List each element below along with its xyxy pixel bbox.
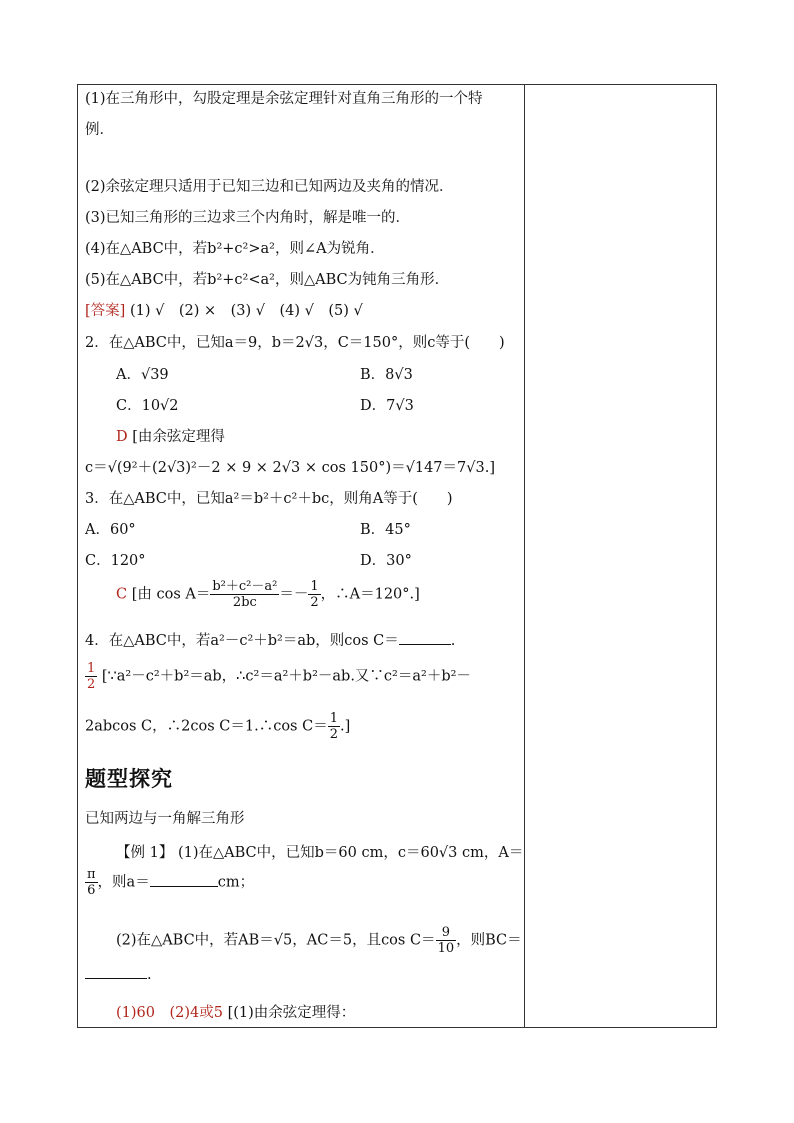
q4-line2-fraction: [328, 711, 340, 742]
q2-option-b: B．8√3: [360, 367, 413, 383]
column-divider: [524, 85, 525, 1027]
q2-answer-row: [116, 425, 225, 446]
answer-text: (1) √ (2) × (3) √ (4) √ (5) √: [129, 303, 363, 319]
q3-option-c: C．120°: [85, 553, 146, 569]
item-5: (5)在△ABC中，若b²+c²<a²，则△ABC为钝角三角形．: [85, 272, 450, 288]
q4-answer-den: 2: [87, 677, 96, 692]
example1-line2: [85, 867, 254, 898]
q3-sol-pre: [由 cos A＝: [131, 586, 211, 603]
q2-note: [由余弦定理得: [132, 429, 225, 445]
q2-answer: D: [116, 429, 128, 445]
item-1-cont: 例．: [85, 122, 114, 138]
q3-half-den: 2: [310, 595, 319, 610]
example1-label: 【例 1】: [116, 845, 174, 861]
example1-note: [(1)由余弦定理得：: [227, 1005, 356, 1021]
q4-answer: [85, 661, 97, 692]
q4-line2-num: 1: [329, 711, 338, 726]
example1-blank-row: .: [85, 967, 152, 983]
example1-pi-fraction: [85, 867, 98, 898]
section-subheading: 已知两边与一角解三角形: [85, 811, 245, 827]
example1-cos-num: 9: [436, 925, 457, 941]
example1-line1: [116, 841, 523, 862]
q3-frac-num: b²＋c²－a²: [212, 579, 278, 594]
q4-solution-2: [85, 711, 350, 742]
q3-solution: [116, 579, 420, 610]
q4-answer-num: 1: [87, 661, 96, 676]
q3-answer: C: [116, 586, 128, 603]
q4-stem-row: 4．在△ABC中，若a²－c²＋b²＝ab，则cos C＝ .: [85, 633, 456, 649]
example1-pi-num: π: [87, 867, 96, 882]
section-heading: 题型探究: [85, 767, 173, 791]
answer-label: [答案]: [85, 303, 126, 319]
answer-row: [85, 299, 363, 320]
item-1: (1)在三角形中，勾股定理是余弦定理针对直角三角形的一个特: [85, 91, 483, 107]
q3-option-a: A．60°: [85, 522, 136, 538]
q2-stem: 2．在△ABC中，已知a＝9，b＝2√3，C＝150°，则c等于( ): [85, 335, 505, 351]
item-4: (4)在△ABC中，若b²+c²>a²，则∠A为锐角．: [85, 241, 385, 257]
example1-pi-den: 6: [87, 883, 96, 898]
example1-p2: (2)在△ABC中，若AB＝√5，AC＝5，且cos C＝: [116, 932, 436, 949]
q2-option-d: D．7√3: [360, 398, 414, 414]
q4-line2-post: .]: [339, 718, 351, 735]
q2-option-a: A．√39: [116, 367, 169, 383]
q2-option-c: C．10√2: [116, 398, 179, 414]
q3-frac-den: 2bc: [232, 595, 257, 610]
example1-blank-1: [150, 886, 218, 887]
q3-option-b: B．45°: [360, 522, 411, 538]
example1-answer-row: [116, 1001, 355, 1022]
example1-answer: (1)60 (2)4或5: [116, 1005, 223, 1021]
q4-blank: [399, 644, 451, 645]
q4-line2-den: 2: [329, 727, 338, 742]
item-3: (3)已知三角形的三边求三个内角时，解是唯一的．: [85, 210, 411, 226]
q3-option-d: D．30°: [360, 553, 412, 569]
example1-p1-tail: ，则a＝: [97, 874, 150, 891]
q2-solution: c＝√(9²＋(2√3)²－2 × 9 × 2√3 × cos 150°)＝√147＝7√3.]: [85, 460, 495, 476]
q3-stem: 3．在△ABC中，已知a²＝b²＋c²＋bc，则角A等于( ): [85, 491, 453, 507]
example1-cos-den: 10: [437, 941, 455, 956]
example1-p2-tail: ，则BC＝: [456, 932, 522, 949]
item-2: (2)余弦定理只适用于已知三边和已知两边及夹角的情况．: [85, 179, 454, 195]
q4-solution-1: [85, 661, 471, 692]
q4-line1: [∵a²－c²＋b²＝ab，∴c²＝a²＋b²－ab.又∵c²＝a²＋b²－: [101, 668, 471, 685]
q3-sol-post: ，∴A＝120°.]: [320, 586, 420, 603]
content-table: [77, 84, 717, 1028]
q4-line2-pre: 2abcos C，∴2cos C＝1.∴cos C＝: [85, 718, 328, 735]
q4-stem: 4．在△ABC中，若a²－c²＋b²＝ab，则cos C＝: [85, 633, 399, 649]
example1-part2: [116, 925, 522, 956]
q3-half-num: 1: [310, 579, 319, 594]
q3-half: [308, 579, 320, 610]
q3-sol-mid: ＝－: [279, 586, 309, 603]
example1-unit: cm；: [217, 874, 255, 891]
q3-fraction: [210, 579, 279, 610]
example1-blank-2: [85, 978, 147, 979]
example1-p1: (1)在△ABC中，已知b＝60 cm，c＝60√3 cm，A＝: [177, 845, 524, 861]
example1-cos-fraction: [436, 925, 457, 956]
